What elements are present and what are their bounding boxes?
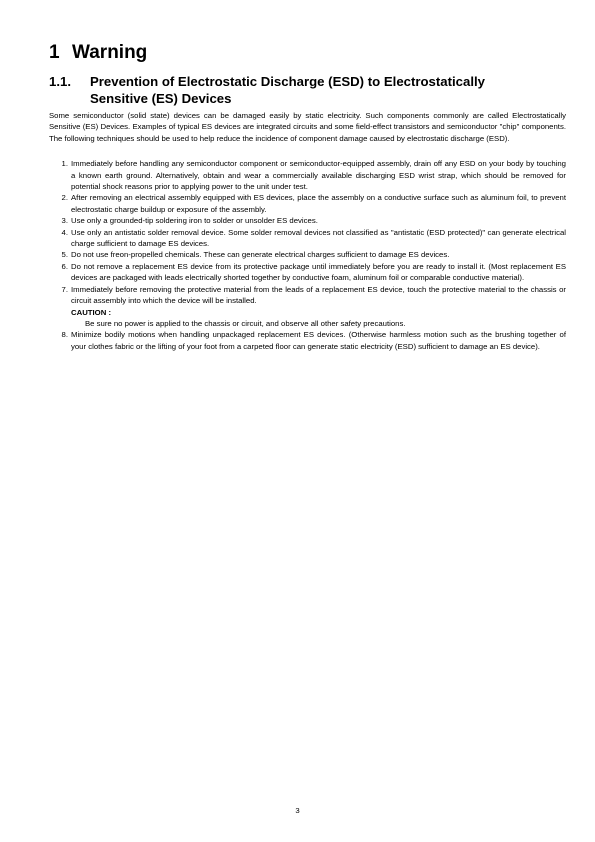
list-item (49, 192, 566, 215)
list-item-text: Do not use freon-propelled chemicals. These can generate electrical charges sufficient to damage ES devices. (71, 250, 450, 260)
list-item-text: Immediately before removing the protective material from the leads of a replacement ES device, touch the protective material to the chassis or circuit assembly into which the device will be installed. (71, 284, 566, 306)
list-item (49, 284, 566, 330)
chapter-heading (49, 40, 566, 66)
list-item-text: After removing an electrical assembly equipped with ES devices, place the assembly on a conductive surface such as aluminum foil, to prevent electrostatic charge buildup or exposure of the assembly. (71, 193, 566, 214)
list-item-number: 2. (61, 193, 68, 203)
list-item (49, 227, 566, 250)
list-item (49, 158, 566, 192)
list-item (49, 249, 566, 260)
page-number: 3 (295, 806, 300, 815)
list-item (49, 329, 566, 352)
list-item (49, 215, 566, 226)
list-item-number: 3. (61, 216, 68, 226)
caution-text: Be sure no power is applied to the chassis or circuit, and observe all other safety precautions. (85, 318, 406, 328)
list-item-number: 5. (61, 250, 68, 260)
list-item-number: 4. (61, 227, 68, 237)
list-item-text: Minimize bodily motions when handling unpackaged replacement ES devices. (Otherwise harmless motion such as the brushing together of your clothes fabric or the lifting of your foot from a carpeted floor can generate static electricity (ESD) sufficient to damage an ES device). (71, 330, 566, 351)
list-item-text: Use only a grounded-tip soldering iron to solder or unsolder ES devices. (71, 216, 318, 226)
list-item-text: Immediately before handling any semiconductor component or semiconductor-equipped assembly, drain off any ESD on your body by touching a known earth ground. Alternatively, obtain and wear a commercially available discharging ESD wrist strap, which should be removed for potential shock reasons prior to applying power to the unit under test. (71, 159, 566, 192)
list-item-number: 8. (61, 330, 68, 340)
list-item-text: Use only an antistatic solder removal device. Some solder removal devices not classified as "antistatic (ESD protected)" can generate electrical charge sufficient to damage ES devices. (71, 227, 566, 249)
section-title: Prevention of Electrostatic Discharge (ESD) to Electrostatically Sensitive (ES) Devices (90, 74, 486, 106)
list-item-text: Do not remove a replacement ES device from its protective package until immediately before you are ready to install it. (Most replacement ES devices are packaged with leads electrically shorted together by conductive foam, aluminum foil or comparable conductive material). (71, 261, 566, 283)
list-item-number: 6. (61, 261, 68, 271)
caution-label: CAUTION : (71, 307, 112, 317)
precautions-list (49, 158, 566, 352)
section-number: 1.1. (49, 74, 71, 89)
list-item (49, 261, 566, 284)
section-heading (49, 73, 566, 107)
list-item-number: 7. (61, 284, 68, 294)
intro-paragraph: Some semiconductor (solid state) devices can be damaged easily by static electricity. Such components commonly are called Electrostatically Sensitive (ES) Devices. Examples of typical ES devices are integrated circuits and some field-effect transistors and semiconductor "chip" components. The following techniques should be used to help reduce the incidence of component damage caused by electrostatic discharge (ESD). (49, 111, 566, 143)
chapter-number: 1 (49, 42, 60, 63)
chapter-title: Warning (72, 42, 148, 63)
page-content (49, 40, 566, 352)
list-item-number: 1. (61, 159, 68, 169)
